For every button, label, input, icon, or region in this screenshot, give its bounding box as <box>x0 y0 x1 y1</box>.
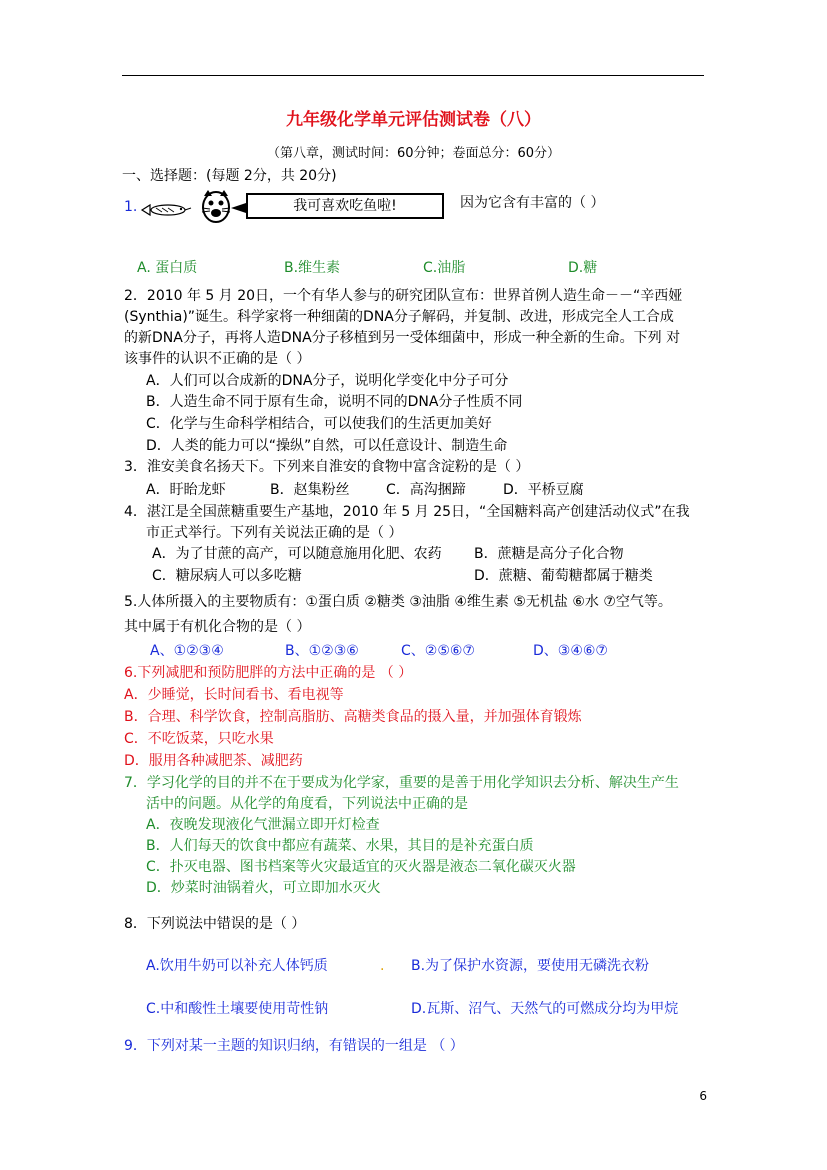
cat-face-icon <box>198 188 234 224</box>
fish-icon <box>140 202 192 218</box>
q7-line-2: 活中的问题。从化学的角度看，下列说法中正确的是 <box>146 796 468 812</box>
q5-option-a: A、①②③④ <box>150 643 224 659</box>
q3-option-a: A．盱眙龙虾 <box>146 482 226 498</box>
q4-option-d: D．蔗糖、葡萄糖都属于糖类 <box>474 568 653 584</box>
section-heading: 一、选择题：(每题 2分，共 20分) <box>122 168 337 184</box>
q4-line-1: 4．湛江是全国蔗糖重要生产基地，2010 年 5 月 25日，“全国糖料高产创建活动仪式”在我 <box>124 504 690 520</box>
q7-option-b: B．人们每天的饮食中都应有蔬菜、水果，其目的是补充蛋白质 <box>146 838 534 854</box>
q5-line-2: 其中属于有机化合物的是（ ） <box>124 619 311 635</box>
q3-option-d: D．平桥豆腐 <box>503 482 584 498</box>
q3-option-b: B．赵集粉丝 <box>270 482 350 498</box>
q6-option-c: C．不吃饭菜，只吃水果 <box>124 731 274 747</box>
speech-bubble-tail <box>231 203 246 213</box>
q2-option-d: D．人类的能力可以“操纵”自然，可以任意设计、制造生命 <box>146 438 508 454</box>
q5-option-c: C、②⑤⑥⑦ <box>401 643 475 659</box>
q5-option-d: D、③④⑥⑦ <box>533 643 608 659</box>
q2-line-4: 该事件的认识不正确的是（ ） <box>124 351 311 367</box>
q6-option-a: A．少睡觉，长时间看书、看电视等 <box>124 687 344 703</box>
q7-option-d: D．炒菜时油锅着火，可立即加水灭火 <box>146 880 381 896</box>
q5-option-b: B、①②③⑥ <box>285 643 359 659</box>
q4-line-2: 市正式举行。下列有关说法正确的是（ ） <box>146 525 403 541</box>
page-subtitle: （第八章，测试时间：60分钟；卷面总分：60分） <box>266 146 561 161</box>
q7-line-1: 7．学习化学的目的并不在于要成为化学家，重要的是善于用化学知识去分析、解决生产生 <box>124 775 679 791</box>
header-rule <box>122 75 704 76</box>
q4-option-a: A．为了甘蔗的高产，可以随意施用化肥、农药 <box>152 546 442 562</box>
q1-option-b: B.维生素 <box>284 260 341 276</box>
q3-stem: 3．淮安美食名扬天下。下列来自淮安的食物中富含淀粉的是（ ） <box>124 459 530 475</box>
q1-stem: 因为它含有丰富的（ ） <box>460 195 605 211</box>
q2-line-3: 的新DNA分子，再将人造DNA分子移植到另一受体细菌中，形成一种全新的生命。下列 对 <box>124 330 681 346</box>
q8-option-a: A.饮用牛奶可以补充人体钙质 <box>146 958 328 974</box>
q2-option-c: C．化学与生命科学相结合，可以使我们的生活更加美好 <box>146 416 492 432</box>
q2-line-2: (Synthia)”诞生。科学家将一种细菌的DNA分子解码，并复制、改进，形成完全人工合成 <box>124 309 674 325</box>
q6-option-d: D．服用各种减肥茶、减肥药 <box>124 753 303 769</box>
q8-option-b: B.为了保护水资源，要使用无磷洗衣粉 <box>411 958 650 974</box>
q4-option-c: C．糖尿病人可以多吃糖 <box>152 568 302 584</box>
q3-option-c: C．高沟捆蹄 <box>386 482 466 498</box>
q1-number: 1. <box>124 199 138 215</box>
q8-option-d: D.瓦斯、沼气、天然气的可燃成分均为甲烷 <box>411 1001 679 1017</box>
q8-option-c: C.中和酸性土壤要使用苛性钠 <box>146 1001 329 1017</box>
q1-option-d: D.糖 <box>568 260 598 276</box>
q2-option-a: A．人们可以合成新的DNA分子，说明化学变化中分子可分 <box>146 373 509 389</box>
page-number: 6 <box>699 1089 707 1103</box>
q1-option-a: A. 蛋白质 <box>137 260 198 276</box>
q9-stem: 9．下列对某一主题的知识归纳，有错误的一组是 （ ） <box>124 1038 464 1054</box>
q8-stem: 8．下列说法中错误的是（ ） <box>124 916 306 932</box>
page-title: 九年级化学单元评估测试卷（八） <box>286 110 541 130</box>
q8-stray-dot: . <box>380 958 385 974</box>
speech-bubble: 我可喜欢吃鱼啦! <box>246 193 444 219</box>
q1-option-c: C.油脂 <box>423 260 466 276</box>
q6-option-b: B．合理、科学饮食，控制高脂肪、高糖类食品的摄入量，并加强体育锻炼 <box>124 709 582 725</box>
q4-option-b: B．蔗糖是高分子化合物 <box>474 546 624 562</box>
q2-option-b: B．人造生命不同于原有生命，说明不同的DNA分子性质不同 <box>146 394 523 410</box>
q2-line-1: 2．2010 年 5 月 20日，一个有华人参与的研究团队宣布：世界首例人造生命－－“辛西娅 <box>124 288 683 304</box>
q5-line-1: 5.人体所摄入的主要物质有：①蛋白质 ②糖类 ③油脂 ④维生素 ⑤无机盐 ⑥水 ⑦空气等。 <box>124 594 672 610</box>
q6-stem: 6.下列减肥和预防肥胖的方法中正确的是 （ ） <box>124 665 413 681</box>
q7-option-a: A．夜晚发现液化气泄漏立即开灯检查 <box>146 817 380 833</box>
q7-option-c: C．扑灭电器、图书档案等火灾最适宜的灭火器是液态二氧化碳灭火器 <box>146 859 576 875</box>
